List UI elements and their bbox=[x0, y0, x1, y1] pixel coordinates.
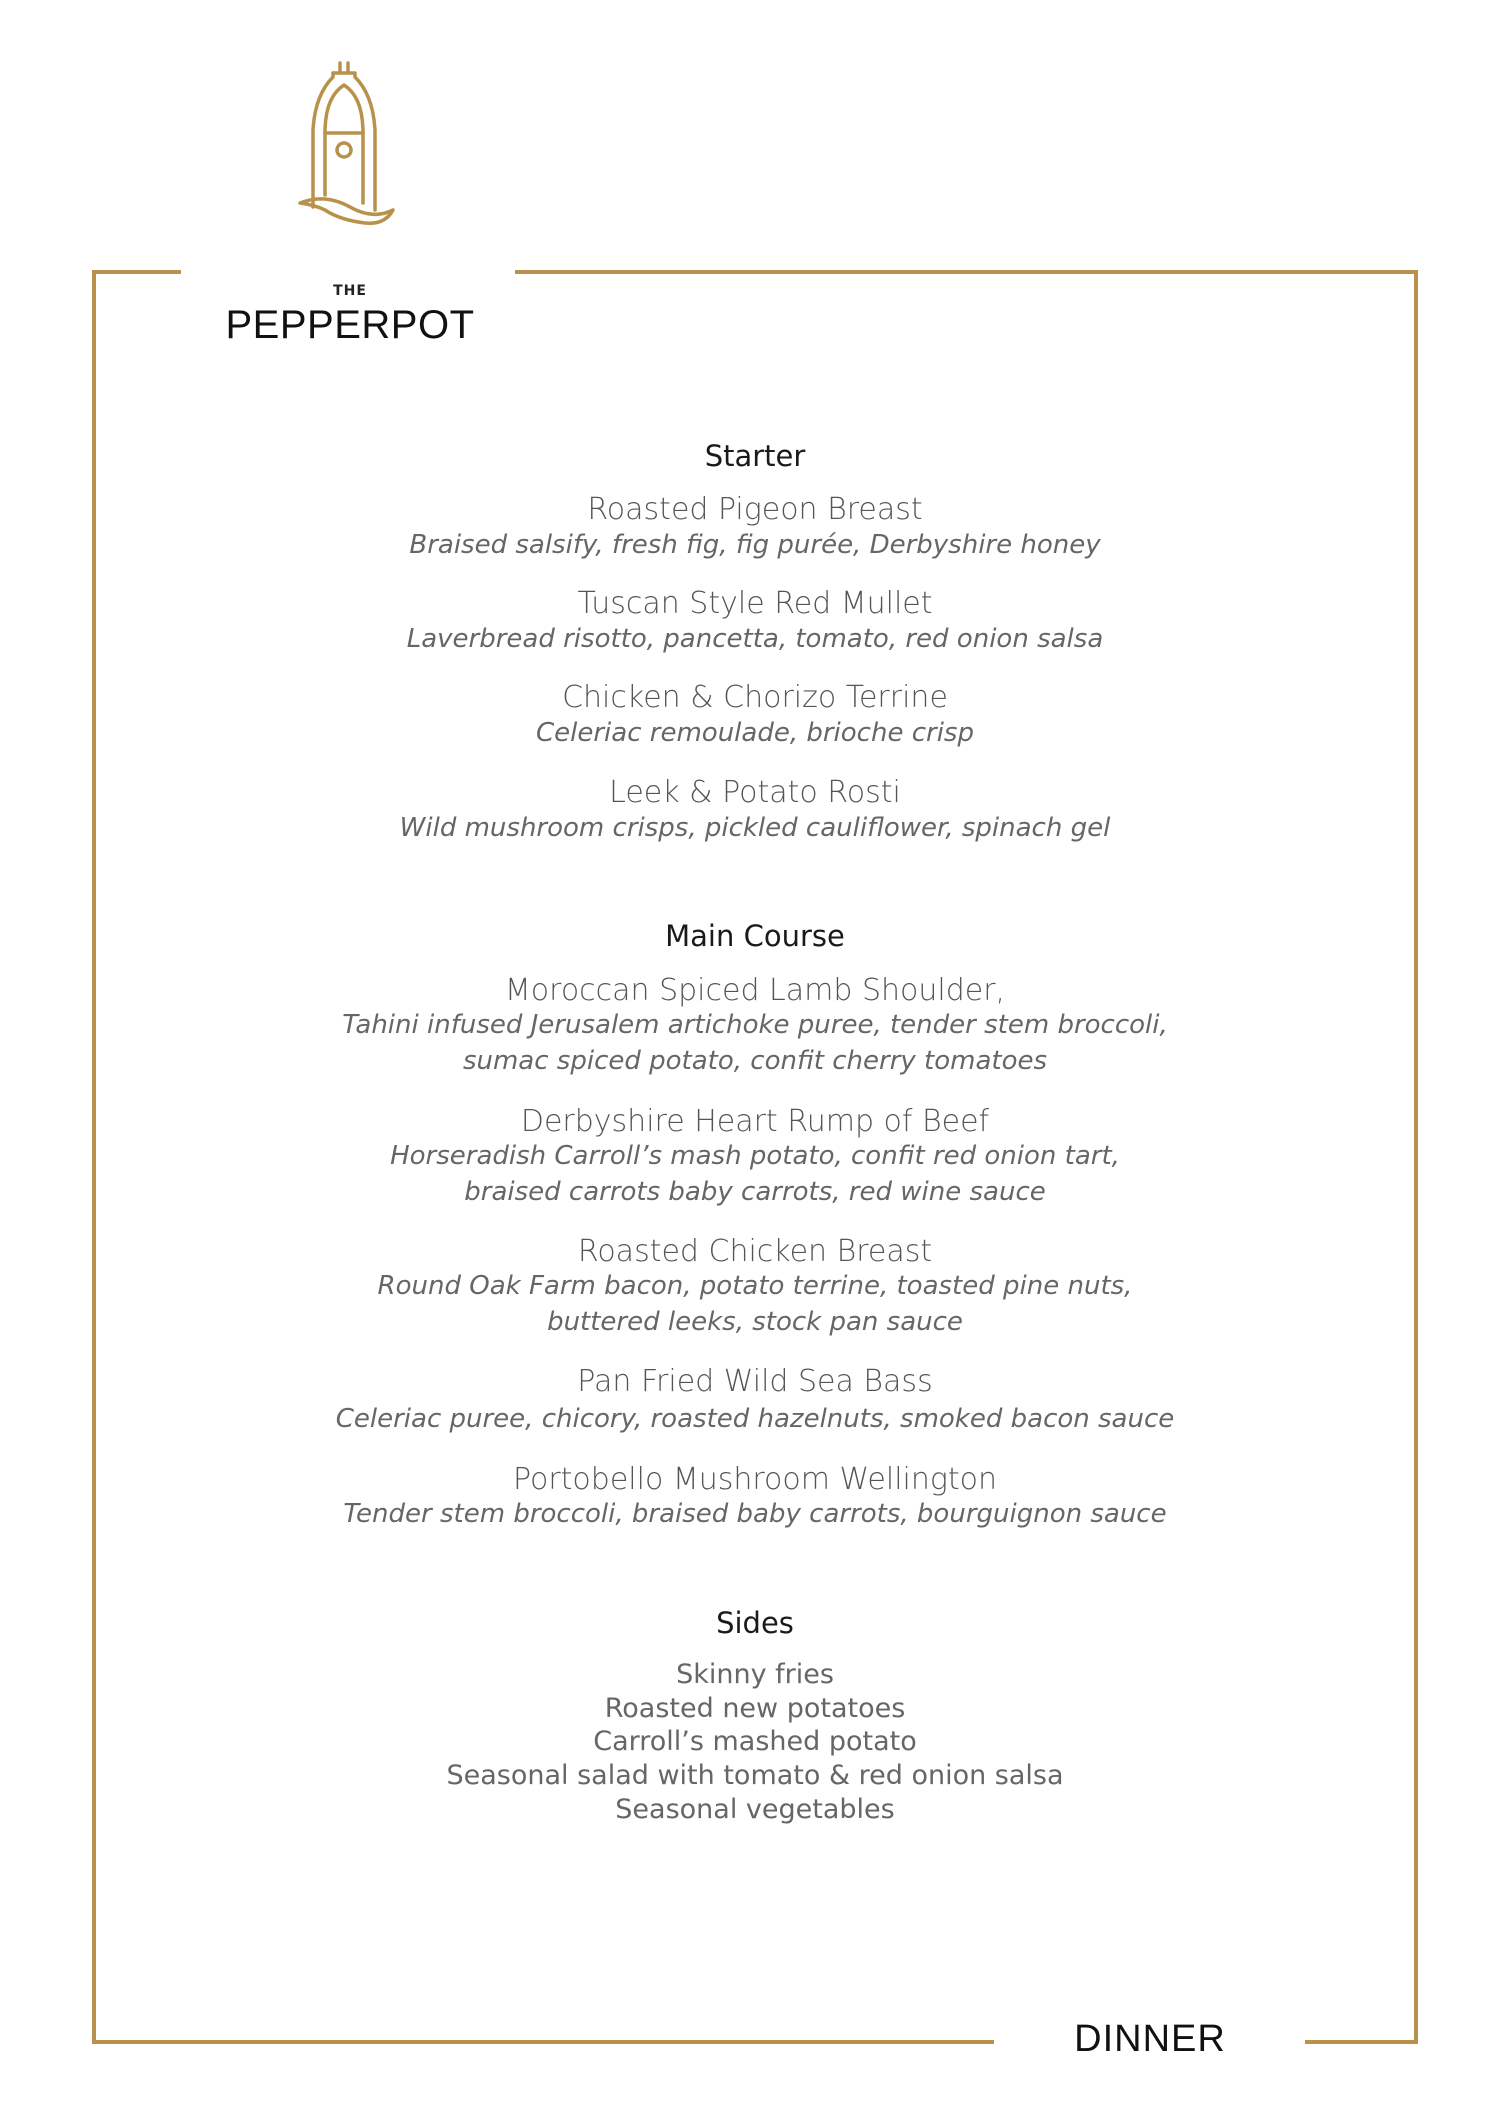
dish-name: Pan Fried Wild Sea Bass bbox=[577, 1364, 933, 1399]
dish-desc: buttered leeks, stock pan sauce bbox=[547, 1307, 963, 1337]
dish-desc: Round Oak Farm bacon, potato terrine, toasted pine nuts, bbox=[377, 1271, 1133, 1301]
dish-desc: Horseradish Carroll’s mash potato, confit red onion tart, bbox=[390, 1141, 1120, 1171]
sides-title: Sides bbox=[716, 1606, 794, 1640]
dish-desc: braised carrots baby carrots, red wine sauce bbox=[464, 1177, 1046, 1207]
dish-name: Tuscan Style Red Mullet bbox=[577, 586, 933, 621]
dish-desc: Tahini infused Jerusalem artichoke puree, tender stem broccoli, bbox=[342, 1010, 1168, 1040]
pepperpot-tower-icon bbox=[295, 55, 405, 230]
dish-name: Leek & Potato Rosti bbox=[609, 775, 901, 810]
dish-name: Portobello Mushroom Wellington bbox=[512, 1462, 998, 1497]
dish-desc: sumac spiced potato, confit cherry tomatoes bbox=[462, 1046, 1048, 1076]
frame-bottom-right bbox=[1305, 2040, 1418, 2044]
logo bbox=[210, 55, 490, 347]
main-title: Main Course bbox=[665, 919, 845, 953]
dish-desc: Celeriac puree, chicory, roasted hazelnuts, smoked bacon sauce bbox=[335, 1404, 1175, 1434]
starter-title: Starter bbox=[704, 439, 806, 473]
frame-bottom-left bbox=[92, 2040, 994, 2044]
dish-desc: Braised salsify, fresh fig, fig purée, Derbyshire honey bbox=[409, 530, 1101, 560]
menu-type-label: DINNER bbox=[1074, 2018, 1226, 2060]
side-item: Roasted new potatoes bbox=[604, 1693, 906, 1724]
side-item: Seasonal salad with tomato & red onion salsa bbox=[446, 1760, 1064, 1791]
dish-desc: Tender stem broccoli, braised baby carrots, bourguignon sauce bbox=[343, 1499, 1167, 1529]
dish-desc: Laverbread risotto, pancetta, tomato, red onion salsa bbox=[406, 624, 1104, 654]
dish-desc: Wild mushroom crisps, pickled cauliflower, spinach gel bbox=[399, 813, 1111, 843]
dish-name: Chicken & Chorizo Terrine bbox=[562, 680, 948, 715]
dish-name: Moroccan Spiced Lamb Shoulder, bbox=[504, 973, 1006, 1008]
logo-the: THE bbox=[333, 283, 367, 299]
dish-name: Roasted Pigeon Breast bbox=[587, 492, 923, 527]
dish-name: Derbyshire Heart Rump of Beef bbox=[520, 1104, 990, 1139]
frame-top-left bbox=[92, 270, 181, 274]
frame-top-right bbox=[515, 270, 1418, 274]
logo-name: PEPPERPOT bbox=[225, 303, 475, 347]
side-item: Carroll’s mashed potato bbox=[593, 1726, 917, 1757]
dish-name: Roasted Chicken Breast bbox=[577, 1234, 933, 1269]
dish-desc: Celeriac remoulade, brioche crisp bbox=[536, 718, 974, 748]
side-item: Seasonal vegetables bbox=[615, 1794, 895, 1825]
side-item: Skinny fries bbox=[676, 1659, 834, 1690]
